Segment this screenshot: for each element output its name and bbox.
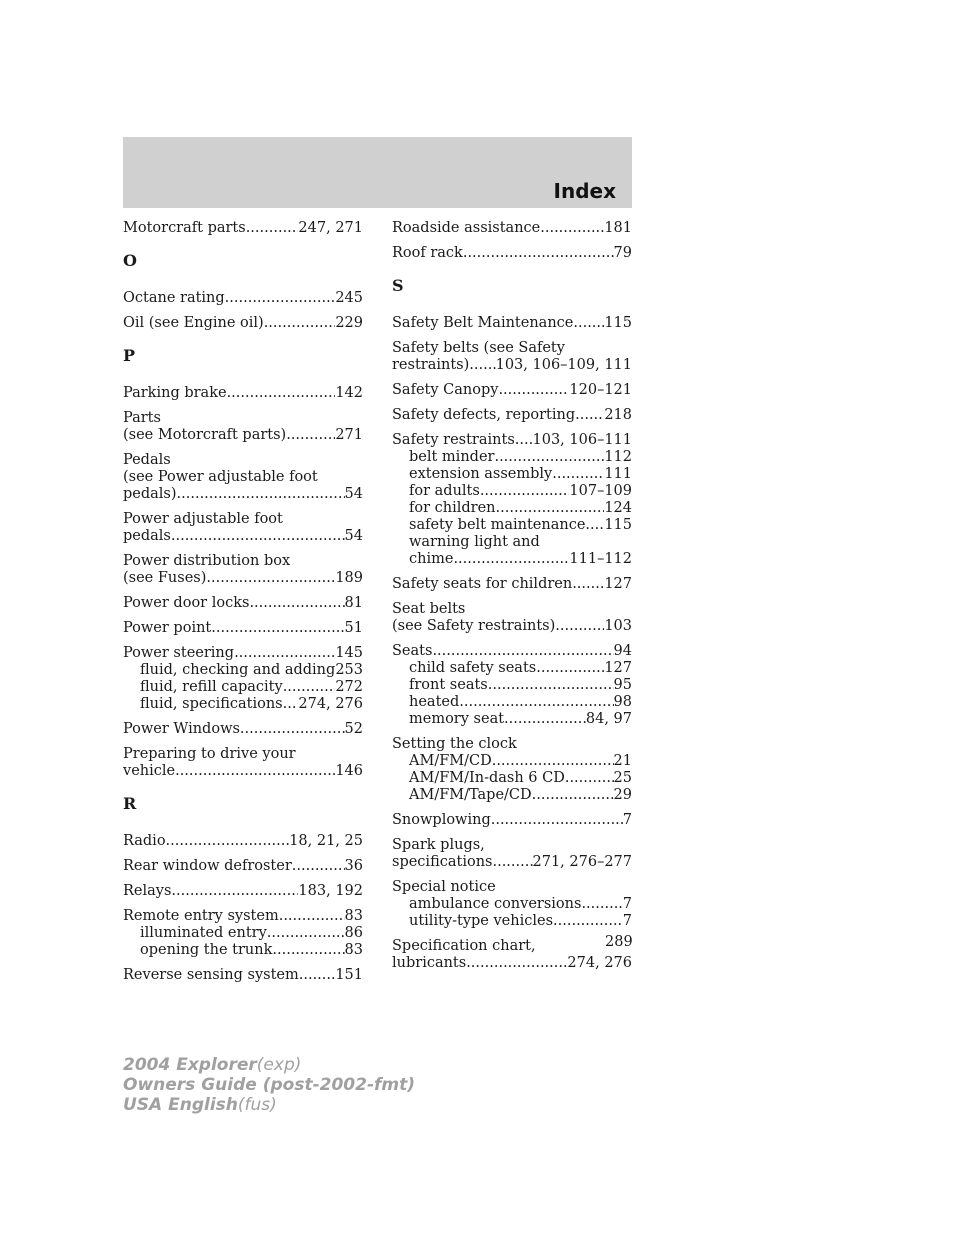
leader-dots	[283, 696, 299, 713]
entry-page-ref: 84, 97	[585, 711, 632, 727]
entry-page-ref: 7	[622, 913, 632, 929]
entry-text: pedals	[123, 528, 171, 544]
entry-text: for children	[409, 500, 496, 516]
footer-code-text: (exp)	[256, 1055, 302, 1075]
leader-dots	[432, 643, 613, 660]
entry-text: Pedals	[123, 452, 171, 468]
index-entry	[392, 220, 632, 237]
entry-text: vehicle	[123, 763, 176, 779]
footer-line	[123, 1055, 415, 1075]
leader-dots	[463, 245, 614, 262]
entry-text: opening the trunk	[140, 942, 273, 958]
leader-dots	[240, 721, 345, 738]
index-entry-line	[123, 410, 363, 427]
index-subentry	[392, 449, 632, 466]
entry-text: Safety belts (see Safety	[392, 340, 565, 356]
entry-page-ref: 36	[344, 858, 363, 874]
index-entry-line	[123, 908, 363, 925]
entry-page-ref: 229	[335, 315, 363, 331]
entry-text: Power distribution box	[123, 553, 291, 569]
index-subentry	[123, 925, 363, 942]
entry-text: fluid, checking and adding	[140, 662, 336, 678]
index-entry-line	[123, 645, 363, 662]
index-entry-line	[123, 858, 363, 875]
entry-page-ref: 272	[335, 679, 363, 695]
index-entry-line	[123, 486, 363, 503]
entry-page-ref: 103	[604, 618, 632, 634]
entry-page-ref: 21	[613, 753, 632, 769]
footer-line	[123, 1095, 415, 1115]
entry-text: Safety seats for children	[392, 576, 573, 592]
entry-text: chime	[409, 551, 454, 567]
entry-text: memory seat	[409, 711, 505, 727]
entry-text: front seats	[409, 677, 488, 693]
entry-text: belt minder	[409, 449, 495, 465]
leader-dots	[267, 925, 345, 942]
entry-text: Special notice	[392, 879, 496, 895]
leader-dots	[166, 833, 290, 850]
index-entry-line	[123, 553, 363, 570]
index-entry-line	[392, 315, 632, 332]
leader-dots	[272, 942, 344, 959]
index-entry	[123, 721, 363, 738]
entry-text: Power steering	[123, 645, 235, 661]
index-entry	[392, 245, 632, 262]
entry-page-ref: 83	[344, 908, 363, 924]
leader-dots	[171, 883, 298, 900]
footer-code-text: (fus)	[237, 1095, 277, 1115]
leader-dots	[536, 660, 604, 677]
entry-page-ref: 111	[604, 466, 632, 482]
entry-page-ref: 52	[344, 721, 363, 737]
entry-page-ref: 271, 276–277	[532, 854, 632, 870]
leader-dots	[492, 854, 532, 871]
index-subentry	[392, 753, 632, 770]
entry-page-ref: 274, 276	[567, 955, 632, 971]
leader-dots	[469, 357, 495, 374]
index-entry	[123, 645, 363, 713]
leader-dots	[515, 432, 533, 449]
index-entry-line	[392, 879, 632, 896]
leader-dots	[279, 908, 345, 925]
leader-dots	[171, 528, 345, 545]
entry-page-ref: 120–121	[569, 382, 632, 398]
entry-page-ref: 181	[604, 220, 632, 236]
entry-page-ref: 83	[344, 942, 363, 958]
index-subentry	[123, 942, 363, 959]
entry-page-ref: 18, 21, 25	[289, 833, 363, 849]
leader-dots	[555, 618, 604, 635]
entry-text: Power adjustable foot	[123, 511, 283, 527]
leader-dots	[504, 711, 586, 728]
entry-page-ref: 86	[344, 925, 363, 941]
entry-text: safety belt maintenance	[409, 517, 586, 533]
entry-text: Safety Belt Maintenance	[392, 315, 574, 331]
index-entry-line	[392, 736, 632, 753]
entry-text: Setting the clock	[392, 736, 517, 752]
entry-text: utility-type vehicles	[409, 913, 554, 929]
entry-page-ref: 29	[613, 787, 632, 803]
index-entry	[123, 290, 363, 307]
entry-text: AM/FM/Tape/CD	[409, 787, 532, 803]
entry-text: Spark plugs,	[392, 837, 485, 853]
index-section-letter: R	[123, 794, 137, 813]
entry-text: Radio	[123, 833, 166, 849]
entry-page-ref: 274, 276	[298, 696, 363, 712]
leader-dots	[292, 858, 345, 875]
index-entry	[123, 746, 363, 780]
entry-text: ambulance conversions	[409, 896, 582, 912]
entry-text: Safety restraints	[392, 432, 515, 448]
index-entry	[392, 938, 632, 972]
entry-text: Power door locks	[123, 595, 250, 611]
index-entry	[123, 553, 363, 587]
entry-page-ref: 98	[613, 694, 632, 710]
entry-text: fluid, specifications	[140, 696, 283, 712]
index-entry	[123, 908, 363, 959]
leader-dots	[206, 570, 335, 587]
entry-text: Parts	[123, 410, 161, 426]
index-entry-line	[392, 245, 632, 262]
leader-dots	[492, 753, 614, 770]
leader-dots	[572, 576, 604, 593]
index-subentry	[123, 696, 363, 713]
index-entry-line	[392, 837, 632, 854]
leader-dots	[496, 500, 605, 517]
entry-page-ref: 54	[344, 486, 363, 502]
entry-page-ref: 183, 192	[298, 883, 363, 899]
page-number: 289	[605, 934, 633, 950]
index-entry	[392, 576, 632, 593]
index-entry-line	[392, 601, 632, 618]
index-entry	[123, 858, 363, 875]
entry-text: fluid, refill capacity	[140, 679, 283, 695]
leader-dots	[286, 427, 335, 444]
leader-dots	[175, 763, 335, 780]
index-entry-line	[123, 528, 363, 545]
index-entry-line	[123, 620, 363, 637]
index-entry-line	[392, 432, 632, 449]
entry-page-ref: 245	[335, 290, 363, 306]
leader-dots	[553, 913, 623, 930]
index-entry-line	[123, 883, 363, 900]
leader-dots	[225, 290, 336, 307]
index-entry-line	[123, 452, 363, 469]
leader-dots	[453, 551, 569, 568]
entry-text: warning light and	[409, 534, 540, 550]
index-entry-line	[392, 576, 632, 593]
index-section-letter: O	[123, 251, 137, 270]
entry-page-ref: 7	[622, 896, 632, 912]
entry-page-ref: 103, 106–109, 111	[495, 357, 632, 373]
leader-dots	[177, 486, 345, 503]
entry-text: Roof rack	[392, 245, 463, 261]
entry-page-ref: 95	[613, 677, 632, 693]
footer-bold-text: 2004 Explorer	[123, 1055, 257, 1075]
entry-text: AM/FM/In-dash 6 CD	[409, 770, 565, 786]
index-entry-line	[392, 955, 632, 972]
footer-line	[123, 1075, 415, 1095]
entry-page-ref: 115	[604, 517, 632, 533]
index-entry-line	[123, 511, 363, 528]
index-entry	[123, 315, 363, 332]
entry-text: Specification chart,	[392, 938, 536, 954]
leader-dots	[466, 955, 567, 972]
entry-text: Rear window defroster	[123, 858, 292, 874]
entry-text: Motorcraft parts	[123, 220, 246, 236]
entry-text: Remote entry system	[123, 908, 279, 924]
index-entry	[123, 620, 363, 637]
index-entry	[123, 833, 363, 850]
entry-page-ref: 142	[335, 385, 363, 401]
index-entry-line	[392, 382, 632, 399]
footer-bold-text: USA English	[123, 1095, 238, 1115]
index-subentry	[392, 694, 632, 711]
index-subentry	[392, 551, 632, 568]
index-entry	[123, 410, 363, 444]
entry-text: Snowplowing	[392, 812, 491, 828]
index-entry-line	[392, 357, 632, 374]
leader-dots	[211, 620, 344, 637]
entry-page-ref: 81	[344, 595, 363, 611]
index-subentry	[123, 662, 363, 679]
entry-text: Relays	[123, 883, 172, 899]
leader-dots	[299, 967, 336, 984]
entry-text: heated	[409, 694, 460, 710]
entry-page-ref: 94	[613, 643, 632, 659]
index-entry	[392, 879, 632, 930]
header-band	[123, 137, 632, 208]
entry-page-ref: 218	[604, 407, 632, 423]
index-entry-line	[123, 427, 363, 444]
index-entry	[392, 837, 632, 871]
entry-text: Parking brake	[123, 385, 227, 401]
entry-text: (see Motorcraft parts)	[123, 427, 287, 443]
leader-dots	[494, 449, 604, 466]
leader-dots	[552, 466, 604, 483]
leader-dots	[581, 896, 622, 913]
leader-dots	[227, 385, 336, 402]
entry-text: Octane rating	[123, 290, 225, 306]
entry-text: Seat belts	[392, 601, 466, 617]
entry-page-ref: 51	[344, 620, 363, 636]
leader-dots	[488, 677, 614, 694]
entry-text: Safety Canopy	[392, 382, 499, 398]
index-entry-line	[123, 763, 363, 780]
index-subentry	[392, 466, 632, 483]
index-entry-line	[392, 618, 632, 635]
entry-text: (see Safety restraints)	[392, 618, 556, 634]
entry-page-ref: 271	[335, 427, 363, 443]
leader-dots	[575, 407, 604, 424]
entry-text: extension assembly	[409, 466, 553, 482]
leader-dots	[491, 812, 623, 829]
index-entry	[392, 432, 632, 568]
leader-dots	[480, 483, 570, 500]
entry-page-ref: 247, 271	[298, 220, 363, 236]
entry-text: Oil (see Engine oil)	[123, 315, 264, 331]
index-entry-line	[123, 469, 363, 486]
entry-page-ref: 54	[344, 528, 363, 544]
leader-dots	[283, 679, 336, 696]
index-subentry	[392, 711, 632, 728]
index-subentry	[392, 500, 632, 517]
leader-dots	[540, 220, 604, 237]
index-entry	[392, 315, 632, 332]
index-section-letter: S	[392, 276, 404, 295]
index-entry-line	[123, 721, 363, 738]
entry-text: specifications	[392, 854, 493, 870]
leader-dots	[532, 787, 614, 804]
index-subentry	[392, 896, 632, 913]
index-subentry	[392, 483, 632, 500]
index-entry	[392, 407, 632, 424]
entry-page-ref: 115	[604, 315, 632, 331]
index-entry-line	[123, 315, 363, 332]
index-entry-line	[392, 938, 632, 955]
index-entry	[392, 382, 632, 399]
index-entry-line	[392, 340, 632, 357]
entry-text: illuminated entry	[140, 925, 267, 941]
leader-dots	[264, 315, 336, 332]
entry-page-ref: 127	[604, 576, 632, 592]
index-column-left	[123, 220, 363, 992]
index-section-letter: P	[123, 346, 136, 365]
index-entry	[123, 595, 363, 612]
leader-dots	[585, 517, 604, 534]
index-subentry	[392, 677, 632, 694]
index-entry-line	[392, 407, 632, 424]
entry-page-ref: 7	[622, 812, 632, 828]
entry-page-ref: 253	[335, 662, 363, 678]
index-subentry	[123, 679, 363, 696]
index-column-right	[392, 220, 632, 980]
entry-page-ref: 79	[613, 245, 632, 261]
leader-dots	[565, 770, 614, 787]
index-entry	[392, 601, 632, 635]
entry-text: child safety seats	[409, 660, 537, 676]
index-entry-line	[123, 833, 363, 850]
index-entry	[123, 452, 363, 503]
entry-text: restraints)	[392, 357, 470, 373]
entry-page-ref: 25	[613, 770, 632, 786]
entry-page-ref: 112	[604, 449, 632, 465]
entry-page-ref: 146	[335, 763, 363, 779]
index-entry	[392, 736, 632, 804]
index-entry-line	[123, 967, 363, 984]
entry-text: Power point	[123, 620, 212, 636]
index-entry-line	[392, 643, 632, 660]
entry-page-ref: 127	[604, 660, 632, 676]
entry-page-ref: 151	[335, 967, 363, 983]
index-entry-line	[392, 854, 632, 871]
index-entry	[392, 643, 632, 728]
leader-dots	[246, 220, 299, 237]
index-entry-line	[392, 812, 632, 829]
index-subentry	[392, 787, 632, 804]
index-entry-line	[123, 595, 363, 612]
entry-text: for adults	[409, 483, 480, 499]
entry-text: AM/FM/CD	[409, 753, 492, 769]
entry-text: Roadside assistance	[392, 220, 541, 236]
entry-text: Seats	[392, 643, 433, 659]
leader-dots	[498, 382, 569, 399]
entry-text: Reverse sensing system	[123, 967, 299, 983]
index-entry-line	[392, 220, 632, 237]
leader-dots	[234, 645, 335, 662]
footer-edition-info	[123, 1055, 415, 1115]
index-entry-line	[123, 290, 363, 307]
index-entry-line	[123, 385, 363, 402]
leader-dots	[573, 315, 604, 332]
index-entry	[392, 340, 632, 374]
index-subentry	[392, 913, 632, 930]
entry-text: Preparing to drive your	[123, 746, 296, 762]
page-title: Index	[553, 179, 616, 203]
index-entry-line	[123, 220, 363, 237]
index-subentry	[392, 660, 632, 677]
index-entry-line	[123, 746, 363, 763]
index-entry	[123, 883, 363, 900]
index-subentry	[392, 770, 632, 787]
index-entry-line	[123, 570, 363, 587]
entry-text: Power Windows	[123, 721, 240, 737]
footer-bold-text: Owners Guide (post-2002-fmt)	[123, 1075, 416, 1095]
entry-text: (see Fuses)	[123, 570, 207, 586]
index-entry	[123, 220, 363, 237]
index-entry	[123, 385, 363, 402]
index-entry	[123, 511, 363, 545]
index-subentry	[392, 534, 632, 551]
index-entry	[392, 812, 632, 829]
entry-text: Safety defects, reporting	[392, 407, 576, 423]
entry-page-ref: 103, 106–111	[532, 432, 632, 448]
entry-page-ref: 107–109	[569, 483, 632, 499]
leader-dots	[459, 694, 613, 711]
entry-page-ref: 145	[335, 645, 363, 661]
entry-page-ref: 189	[335, 570, 363, 586]
entry-page-ref: 124	[604, 500, 632, 516]
entry-text: pedals)	[123, 486, 177, 502]
entry-text: (see Power adjustable foot	[123, 469, 318, 485]
entry-page-ref: 111–112	[569, 551, 632, 567]
index-entry	[123, 967, 363, 984]
entry-text: lubricants	[392, 955, 467, 971]
index-subentry	[392, 517, 632, 534]
leader-dots	[249, 595, 344, 612]
